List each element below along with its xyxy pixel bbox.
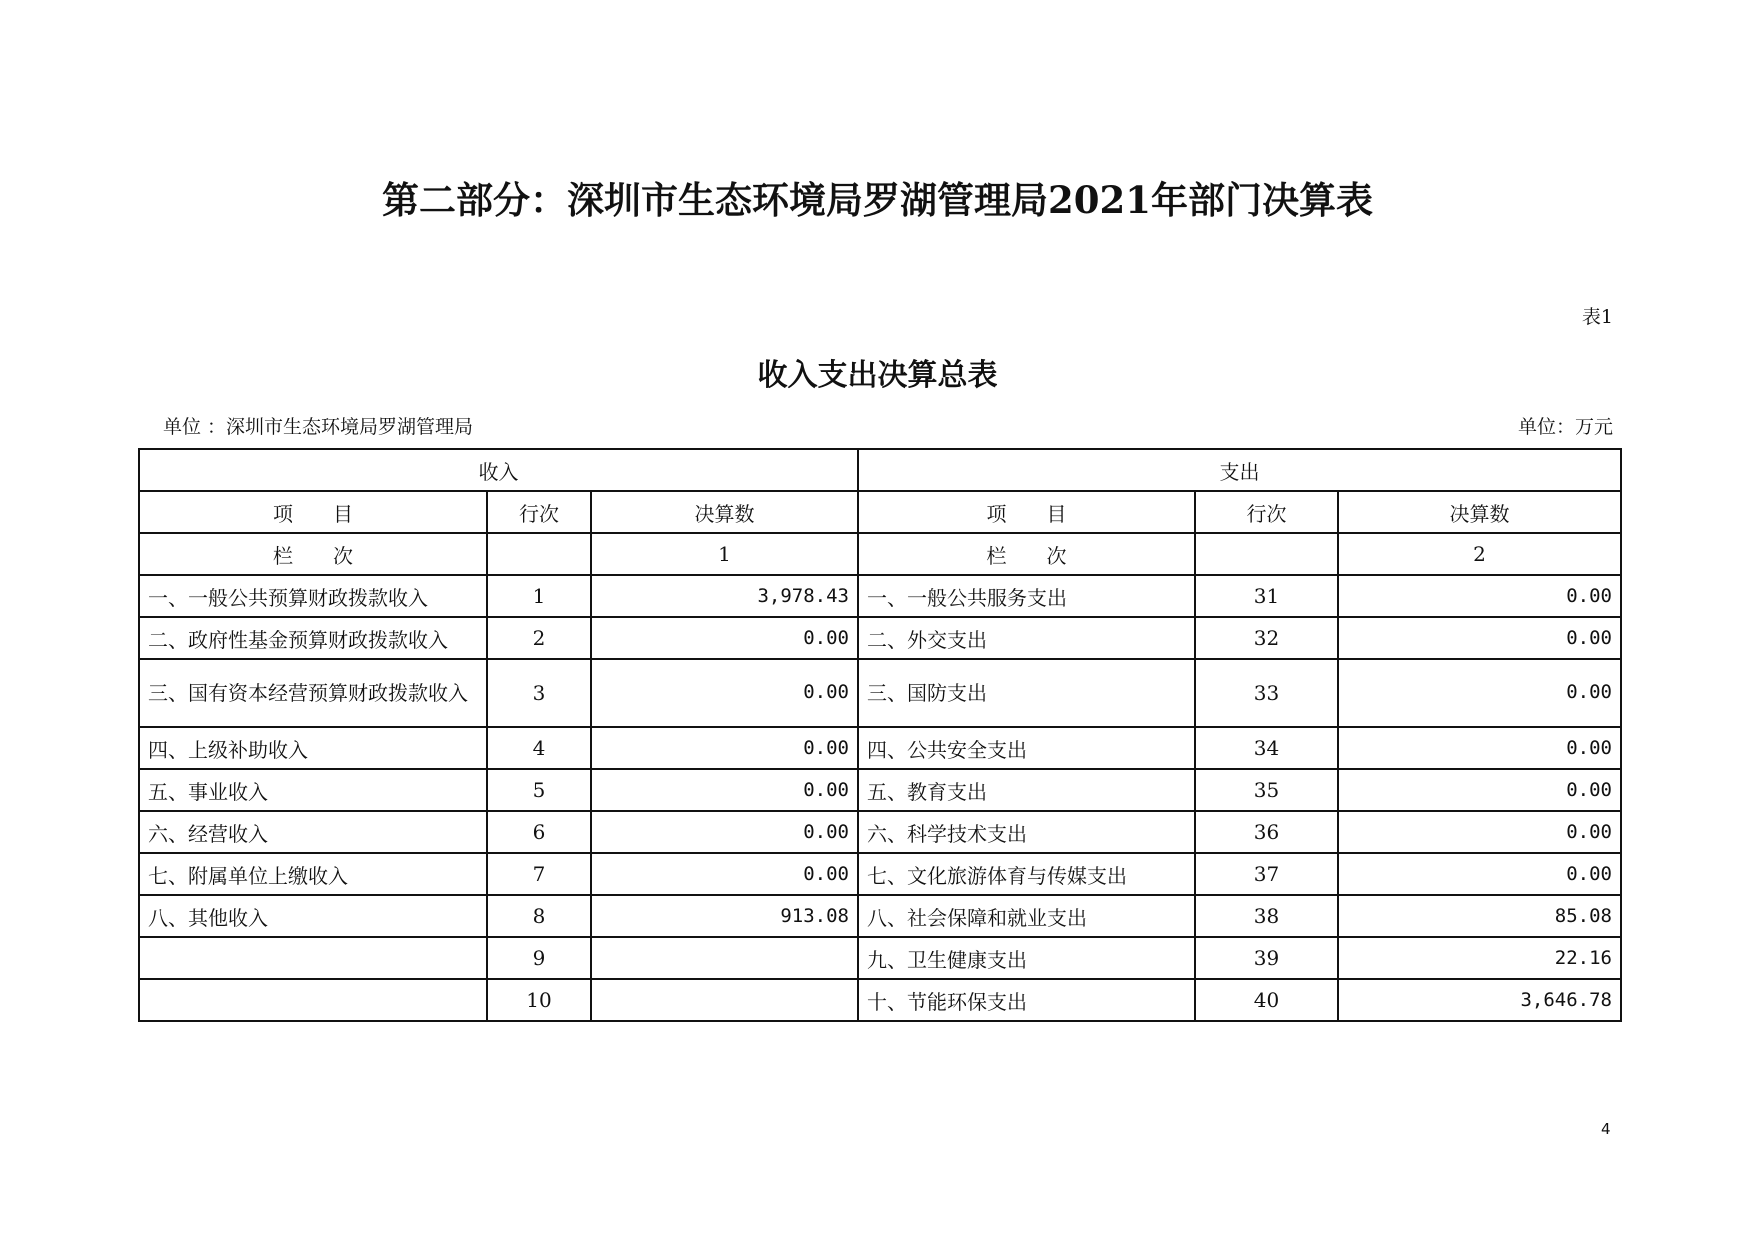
expense-item: 八、社会保障和就业支出 [858,895,1195,937]
income-row-no: 4 [487,727,591,769]
income-item: 六、经营收入 [139,811,487,853]
reporting-unit: 单位 ：深圳市生态环境局罗湖管理局 [163,416,474,438]
expense-item: 五、教育支出 [858,769,1195,811]
income-row-no: 2 [487,617,591,659]
income-row-no: 3 [487,659,591,727]
income-row-no: 6 [487,811,591,853]
expense-row-no: 35 [1195,769,1338,811]
income-amount-header: 决算数 [591,491,858,533]
income-item-header: 项 目 [139,491,487,533]
income-expense-table [138,448,1622,1022]
income-amount: 3,978.43 [591,575,858,617]
column-header-row [139,491,1621,533]
table-row [139,575,1621,617]
expense-item: 九、卫生健康支出 [858,937,1195,979]
table-row [139,769,1621,811]
expense-amount-header: 决算数 [1338,491,1621,533]
expense-item: 四、公共安全支出 [858,727,1195,769]
income-item [139,979,487,1021]
income-amount: 0.00 [591,727,858,769]
expense-amount: 22.16 [1338,937,1621,979]
currency-unit: 单位：万元 [1517,416,1613,438]
income-row-no: 9 [487,937,591,979]
expense-row-no: 34 [1195,727,1338,769]
expense-item: 一、一般公共服务支出 [858,575,1195,617]
expense-row-no-header: 行次 [1195,491,1338,533]
income-row-no: 5 [487,769,591,811]
expense-item-header: 项 目 [858,491,1195,533]
income-header: 收入 [139,449,858,491]
table-row [139,659,1621,727]
income-amount: 0.00 [591,769,858,811]
expense-item: 六、科学技术支出 [858,811,1195,853]
expense-amount: 0.00 [1338,575,1621,617]
section-header-row [139,449,1621,491]
income-item: 四、上级补助收入 [139,727,487,769]
empty-cell [487,533,591,575]
table-row [139,853,1621,895]
expense-row-no: 32 [1195,617,1338,659]
expense-header: 支出 [858,449,1621,491]
expense-row-no: 33 [1195,659,1338,727]
income-item: 三、国有资本经营预算财政拨款收入 [139,659,487,727]
income-item: 八、其他收入 [139,895,487,937]
income-item: 五、事业收入 [139,769,487,811]
expense-amount: 3,646.78 [1338,979,1621,1021]
table-row [139,727,1621,769]
expense-item: 二、外交支出 [858,617,1195,659]
expense-amount: 0.00 [1338,769,1621,811]
expense-index-label: 栏 次 [858,533,1195,575]
table-row [139,811,1621,853]
expense-amount: 0.00 [1338,659,1621,727]
income-item: 一、一般公共预算财政拨款收入 [139,575,487,617]
expense-item: 十、节能环保支出 [858,979,1195,1021]
income-row-no-header: 行次 [487,491,591,533]
table-title: 收入支出决算总表 [757,358,998,393]
income-item: 七、附属单位上缴收入 [139,853,487,895]
income-amount [591,937,858,979]
column-index-row [139,533,1621,575]
income-amount: 0.00 [591,617,858,659]
income-item [139,937,487,979]
table-number: 表1 [1581,306,1613,328]
expense-amount: 0.00 [1338,617,1621,659]
income-row-no: 7 [487,853,591,895]
table-row [139,937,1621,979]
expense-col-index: 2 [1338,533,1621,575]
document-title: 第二部分：深圳市生态环境局罗湖管理局2021年部门决算表 [382,178,1373,222]
expense-amount: 85.08 [1338,895,1621,937]
income-row-no: 1 [487,575,591,617]
expense-row-no: 36 [1195,811,1338,853]
income-item: 二、政府性基金预算财政拨款收入 [139,617,487,659]
expense-amount: 0.00 [1338,811,1621,853]
income-row-no: 10 [487,979,591,1021]
expense-row-no: 31 [1195,575,1338,617]
expense-amount: 0.00 [1338,727,1621,769]
expense-row-no: 39 [1195,937,1338,979]
expense-item: 三、国防支出 [858,659,1195,727]
expense-row-no: 38 [1195,895,1338,937]
income-amount: 913.08 [591,895,858,937]
income-amount: 0.00 [591,659,858,727]
table-row [139,617,1621,659]
table-row [139,979,1621,1021]
income-col-index: 1 [591,533,858,575]
income-amount [591,979,858,1021]
empty-cell [1195,533,1338,575]
expense-amount: 0.00 [1338,853,1621,895]
expense-row-no: 37 [1195,853,1338,895]
income-row-no: 8 [487,895,591,937]
income-amount: 0.00 [591,811,858,853]
income-amount: 0.00 [591,853,858,895]
expense-row-no: 40 [1195,979,1338,1021]
income-index-label: 栏 次 [139,533,487,575]
page-number: 4 [1601,1120,1611,1138]
table-row [139,895,1621,937]
expense-item: 七、文化旅游体育与传媒支出 [858,853,1195,895]
